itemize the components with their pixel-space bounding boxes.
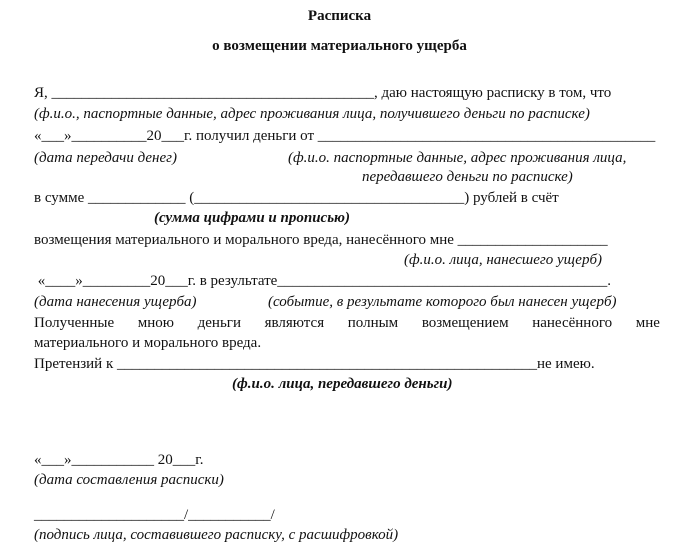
compensation-paragraph-line2: материального и морального вреда. (34, 335, 262, 351)
para-word: деньги (197, 315, 241, 331)
para-word: возмещением (421, 315, 509, 331)
recipient-name-line: Я, ___________________________________________, даю настоящую расписку в том, что (34, 85, 612, 101)
signature-hint: (подпись лица, составившего расписку, с расшифровкой) (34, 527, 399, 543)
para-word: Полученные (34, 315, 115, 331)
damage-person-hint: (ф.и.о. лица, нанесшего ущерб) (404, 252, 603, 268)
damage-event-hint: (событие, в результате которого был нанесен ущерб) (268, 294, 617, 310)
signing-date-line: «___»___________ 20___г. (34, 452, 204, 468)
para-word: нанесённого (532, 315, 613, 331)
para-word: являются (264, 315, 325, 331)
document-title: Расписка (307, 8, 372, 24)
amount-line: в сумме _____________ (____________________________________) рублей в счёт (34, 190, 559, 206)
payer-name-hint: (ф.и.о. лица, передавшего деньги) (232, 376, 453, 392)
no-claims-line: Претензий к ________________________________________________________не имею. (34, 356, 595, 372)
para-word: мне (635, 315, 660, 331)
damage-date-hint: (дата нанесения ущерба) (34, 294, 197, 310)
para-word: полным (347, 315, 399, 331)
para-word: мною (137, 315, 174, 331)
payment-date-hint: (дата передачи денег) (34, 150, 177, 166)
payer-details-hint: (ф.и.о. паспортные данные, адрес проживания лица, (288, 150, 627, 166)
compensation-paragraph-line1 (34, 314, 660, 332)
amount-hint: (сумма цифрами и прописью) (154, 210, 351, 226)
recipient-name-hint: (ф.и.о., паспортные данные, адрес проживания лица, получившего деньги по расписке) (34, 106, 590, 122)
signing-date-hint: (дата составления расписки) (34, 472, 224, 488)
signature-line: ____________________/___________/ (34, 507, 275, 523)
damage-line: возмещения материального и морального вреда, нанесённого мне ____________________ (34, 232, 608, 248)
payment-date-line: «___»__________20___г. получил деньги от _____________________________________________ (34, 128, 656, 144)
payer-details-hint-cont: передавшего деньги по расписке) (362, 169, 573, 185)
damage-date-line: «____»_________20___г. в результате____________________________________________. (34, 273, 612, 289)
document-subtitle: о возмещении материального ущерба (212, 38, 467, 54)
